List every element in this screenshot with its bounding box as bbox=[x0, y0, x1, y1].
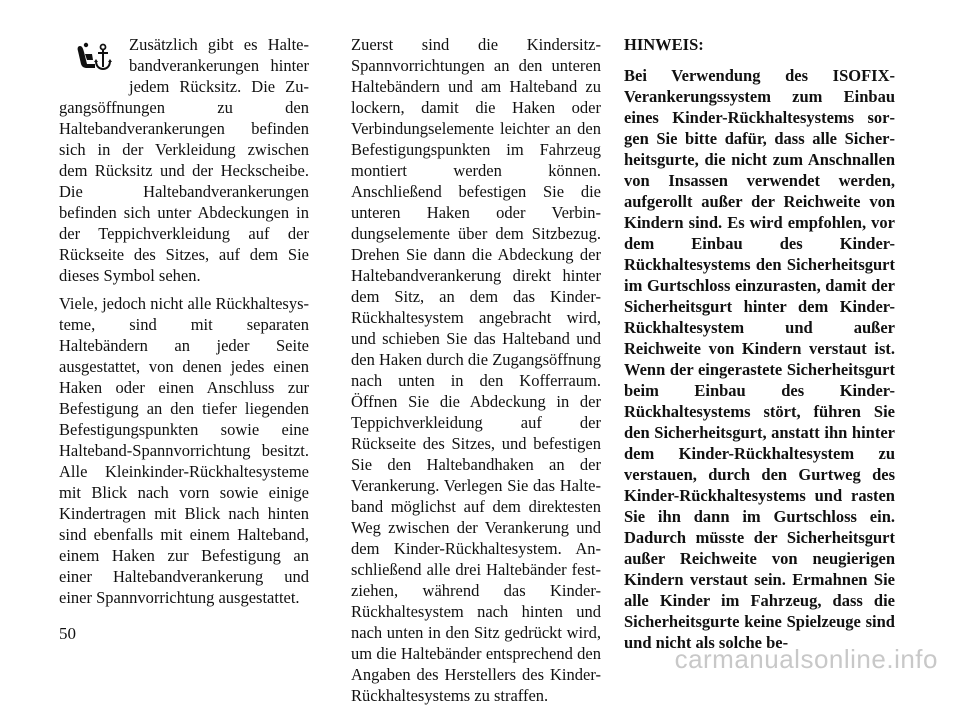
paragraph-tether-intro: Zusätzlich gibt es Haltebandverankerungen hinter jedem Rücksitz. Die Zugangsöffnungen zu den Haltebandverankerungen befinden sich in der Verkleidung zwischen dem Rücksitz und der Heckscheibe. Die Haltebandverankerungen befinden sich unter Abdeckungen in der Teppichverkleidung auf der Rückseite des Sitzes, auf dem Sie dieses Symbol sehen. bbox=[59, 35, 309, 285]
page-number: 50 bbox=[59, 624, 76, 643]
paragraph-installation-steps: Zuerst sind die Kindersitz-Spannvorrichtungen an den unteren Haltebändern und am Halteband zu lockern, damit die Haken oder Verbindungselemente leichter an den Befestigungspunkten im Fahrzeug montiert werden können. Anschließend befestigen Sie die unteren Haken oder Verbindungselemente über dem Sitzbezug. Drehen Sie dann die Abdeckung der Haltebandverankerung direkt hinter dem Sitz, an dem das Kinder-Rückhaltesystem angebracht wird, und schieben Sie das Halteband und den Haken durch die Zugangsöffnung nach unten in den Kofferraum. Öffnen Sie die Abdeckung in der Teppichverkleidung auf der Rückseite des Sitzes, und befestigen Sie den Haltebandhaken an der Verankerung. Verlegen Sie das Halteband möglichst auf dem direktesten Weg zwischen der Verankerung und dem Kinder-Rückhaltesystem. Anschließend alle drei Haltebänder festziehen, während das Kinder-Rückhaltesystem nach hinten und nach unten in den Sitz gedrückt wird, um die Haltebänder entsprechend den Angaben des Herstellers des Kinder-Rückhaltesystems zu straffen. bbox=[351, 35, 601, 705]
watermark: carmanualsonline.info bbox=[674, 644, 938, 674]
note-paragraph: Bei Verwendung des ISOFIX-Verankerungssystem zum Einbau eines Kinder-Rückhaltesystems sorgen Sie bitte dafür, dass alle Sicherheitsgurte, die nicht zum Anschnallen von Insassen verwendet werden, aufgerollt außer der Reichweite von Kindern sind. Es wird empfohlen, vor dem Einbau des Kinder-Rückhaltesystems den Sicherheitsgurt im Gurtschloss einzurasten, damit der Sicherheitsgurt hinter dem Kinder-Rückhaltesystem und außer Reichweite von Kindern verstaut ist. Wenn der eingerastete Sicherheitsgurt beim Einbau des Kinder-Rückhaltesystems stört, führen Sie den Sicherheitsgurt, anstatt ihn hinter dem Kinder-Rückhaltesystem zu verstauen, durch den Gurtweg des Kinder-Rückhaltesystems und rasten Sie ihn dann im Gurtschloss ein. Dadurch müsste der Sicherheitsgurt außer Reichweite von neugierigen Kindern verstaut sein. Ermahnen Sie alle Kinder im Fahrzeug, dass die Sicherheitsgurte keine Spielzeuge sind und nicht als solche be- bbox=[624, 66, 895, 652]
tether-anchor-symbol-icon bbox=[59, 34, 129, 86]
text-column-middle bbox=[351, 34, 601, 713]
note-heading: HINWEIS: bbox=[624, 35, 704, 54]
paragraph-tether-systems: Viele, jedoch nicht alle Rückhaltesysteme, sind mit separaten Haltebändern an jeder Seite ausgestattet, von denen jedes einen Haken oder einen Anschluss zur Befestigung an den tiefer liegenden Befestigungspunkten sowie eine Halteband-Spannvorrichtung besitzt. Alle Kleinkinder-Rückhaltesysteme mit Blick nach vorn sowie einige Kindertragen mit Blick nach hinten sind ebenfalls mit einem Halteband, einem Haken zur Befestigung an einer Haltebandverankerung und einer Spannvorrichtung ausgestattet. bbox=[59, 294, 309, 607]
text-column-left bbox=[59, 34, 309, 615]
text-column-right bbox=[624, 34, 895, 660]
